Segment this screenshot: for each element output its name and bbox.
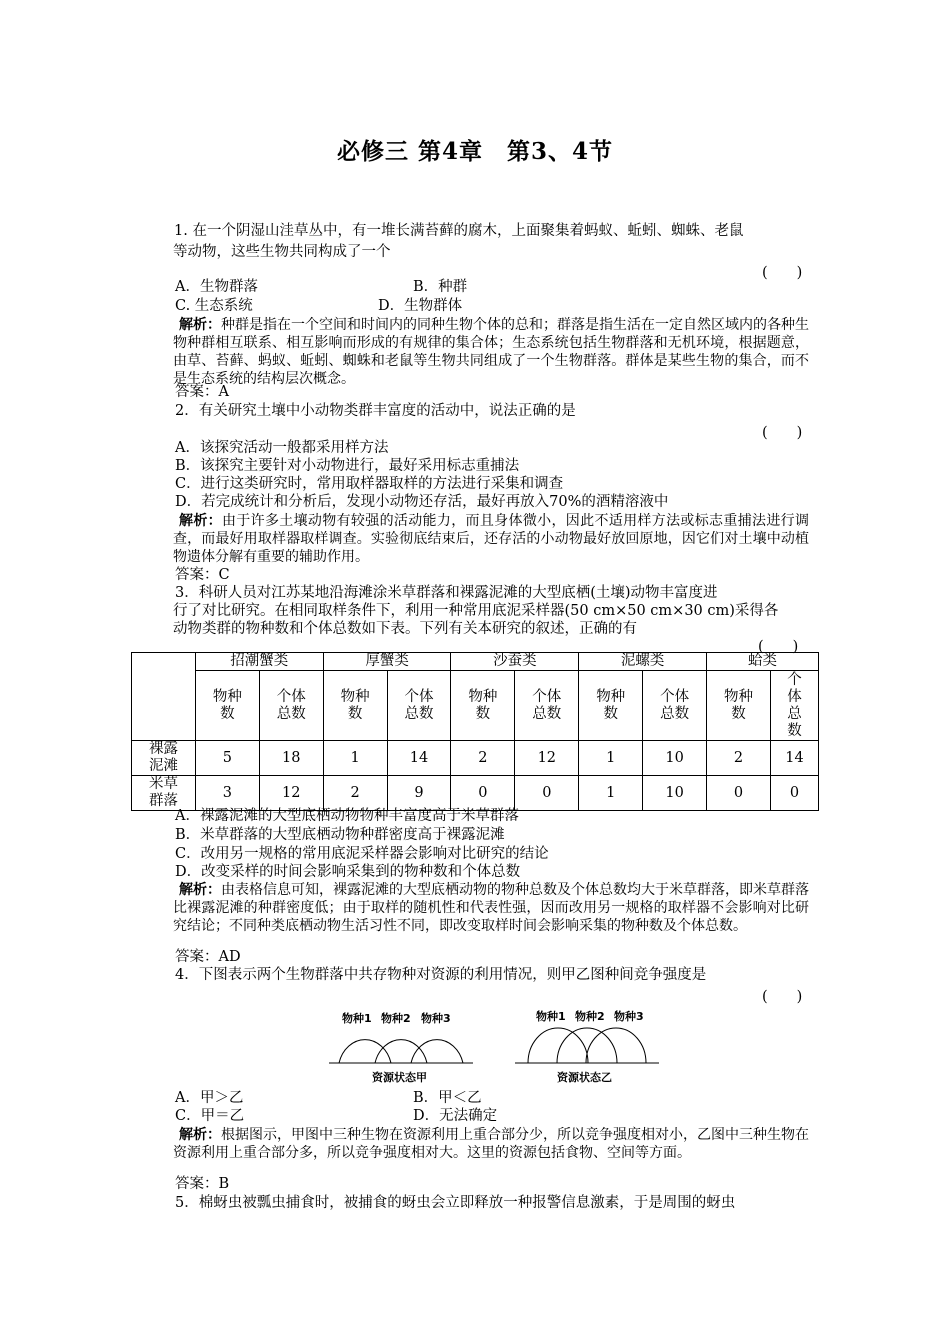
table-subheader: 物种数	[707, 671, 771, 741]
q4-analysis-text: 根据图示，甲图中三种生物在资源利用上重合部分少，所以竞争强度相对小，乙图中三种生物在资源利用上重合部分多，所以竞争强度相对大。这里的资源包括食物、空间等方面。	[173, 1127, 809, 1161]
q1-analysis-text: 种群是指在一个空间和时间内的同种生物个体的总和；群落是指生活在一定自然区域内的各种生物种群相互联系、相互影响而形成的有规律的集合体；生态系统包括生物群落和无机环境，根据题意，由草、苔藓、蚂蚁、蚯蚓、蜘蛛和老鼠等生物共同组成了一个生物群落。群体是某些生物的集合，而不是生态系统的结构层次概念。	[173, 317, 809, 387]
table-cell: 14	[770, 741, 818, 776]
q2-option-d: D．若完成统计和分析后，发现小动物还存活，最好再放入70%的酒精溶液中	[175, 494, 669, 510]
table-subheader: 个体总数	[770, 671, 818, 741]
table-cell: 12	[259, 776, 323, 811]
table-cell: 3	[195, 776, 259, 811]
q3-option-d: D．改变采样的时间会影响采集到的物种数和个体总数	[175, 864, 521, 880]
table-cell: 2	[451, 741, 515, 776]
analysis-label: 解析：	[179, 513, 222, 529]
q3-option-c: C．改用另一规格的常用底泥采样器会影响对比研究的结论	[175, 846, 549, 862]
species-curve	[586, 1028, 646, 1063]
species-curve	[528, 1028, 588, 1063]
q3-stem-line3: 动物类群的物种数和个体总数如下表。下列有关本研究的叙述，正确的有	[173, 621, 637, 637]
table-cell: 9	[387, 776, 451, 811]
table-subheader: 物种数	[323, 671, 387, 741]
table-subheader: 个体总数	[515, 671, 579, 741]
table-subheader: 个体总数	[259, 671, 323, 741]
q3-option-a: A．裸露泥滩的大型底栖动物物种丰富度高于米草群落	[175, 808, 519, 824]
table-row-label: 米草群落	[132, 776, 196, 811]
q1-stem-line1: 1. 在一个阴湿山洼草丛中，有一堆长满苔藓的腐木，上面聚集着蚂蚁、蚯蚓、蜘蛛、老鼠	[174, 223, 744, 239]
table-group-header: 蛤类	[707, 653, 819, 671]
q1-option-a: A．生物群落	[175, 279, 258, 295]
table-cell: 1	[579, 741, 643, 776]
table-cell: 10	[643, 776, 707, 811]
resource-utilization-figure	[325, 1006, 665, 1086]
table-cell: 0	[707, 776, 771, 811]
q2-analysis-text: 由于许多土壤动物有较强的活动能力，而且身体微小，因此不适用样方法或标志重捕法进行调查，而最好用取样器取样调查。实验彻底结束后，还存活的小动物最好放回原地，因它们对土壤中动植物遗体分解有重要的辅助作用。	[173, 513, 810, 565]
q4-option-d: D．无法确定	[413, 1108, 498, 1124]
table-cell: 1	[579, 776, 643, 811]
table-cell: 18	[259, 741, 323, 776]
table-cell: 0	[451, 776, 515, 811]
species-curve	[411, 1040, 463, 1063]
table-subheader: 物种数	[195, 671, 259, 741]
table-cell: 0	[770, 776, 818, 811]
page-title: 必修三 第4章 第3、4节	[336, 138, 614, 165]
species-label: 物种2	[381, 1012, 411, 1025]
table-group-header: 招潮蟹类	[195, 653, 323, 671]
table-cell: 2	[707, 741, 771, 776]
q1-option-c: C. 生态系统	[175, 298, 253, 314]
species-label: 物种2	[575, 1010, 605, 1023]
table-subheader: 个体总数	[643, 671, 707, 741]
q4-option-a: A．甲＞乙	[175, 1090, 244, 1106]
q4-analysis	[173, 1126, 809, 1162]
table-group-header: 沙蚕类	[451, 653, 579, 671]
table-cell: 2	[323, 776, 387, 811]
q2-analysis	[173, 512, 809, 566]
q3-stem-line1: 3．科研人员对江苏某地沿海滩涂米草群落和裸露泥滩的大型底栖(土壤)动物丰富度进	[175, 585, 718, 601]
q5-stem: 5．棉蚜虫被瓢虫捕食时，被捕食的蚜虫会立即释放一种报警信息激素，于是周围的蚜虫	[175, 1195, 736, 1211]
figure-caption-a: 资源状态甲	[372, 1071, 427, 1084]
table-row-label: 裸露泥滩	[132, 741, 196, 776]
figure-caption-b: 资源状态乙	[557, 1071, 612, 1084]
species-label: 物种3	[614, 1010, 644, 1023]
species-label: 物种1	[536, 1010, 566, 1023]
analysis-label: 解析：	[179, 317, 221, 333]
table-corner-cell	[132, 653, 196, 741]
q4-option-b: B．甲＜乙	[413, 1090, 482, 1106]
q2-stem: 2．有关研究土壤中小动物类群丰富度的活动中，说法正确的是	[175, 403, 576, 419]
table-row	[132, 741, 819, 776]
table-group-header: 泥螺类	[579, 653, 707, 671]
table-cell: 0	[515, 776, 579, 811]
table-cell: 5	[195, 741, 259, 776]
q1-option-d: D．生物群体	[378, 298, 463, 314]
species-label: 物种3	[421, 1012, 451, 1025]
species-curve	[375, 1040, 427, 1063]
q4-answer-paren: ( )	[762, 989, 803, 1005]
q2-option-b: B．该探究主要针对小动物进行，最好采用标志重捕法	[175, 458, 520, 474]
q3-analysis	[173, 881, 809, 935]
q3-analysis-text: 由表格信息可知，裸露泥滩的大型底栖动物的物种总数及个体总数均大于米草群落，即米草群落比裸露泥滩的种群密度低；由于取样的随机性和代表性强，因而改用另一规格的取样器不会影响对比研究结论；不同种类底栖动物生活习性不同，即改变取样时间会影响采集的物种数及个体总数。	[173, 882, 809, 934]
table-cell: 10	[643, 741, 707, 776]
species-table	[131, 652, 819, 811]
species-curve	[339, 1040, 391, 1063]
q1-stem-line2: 等动物，这些生物共同构成了一个	[173, 244, 391, 260]
q1-analysis	[173, 316, 809, 388]
q3-answer-paren: ( )	[758, 639, 799, 655]
q3-stem-line2: 行了对比研究。在相同取样条件下，利用一种常用底泥采样器(50 cm×50 cm×30 cm)采得各	[173, 603, 779, 619]
table-cell: 14	[387, 741, 451, 776]
q2-option-a: A．该探究活动一般都采用样方法	[175, 440, 389, 456]
table-cell: 12	[515, 741, 579, 776]
table-cell: 1	[323, 741, 387, 776]
q3-option-b: B．米草群落的大型底栖动物种群密度高于裸露泥滩	[175, 827, 505, 843]
q2-answer-paren: ( )	[762, 425, 803, 441]
q1-option-b: B．种群	[413, 279, 468, 295]
q4-option-c: C．甲＝乙	[175, 1108, 245, 1124]
q2-option-c: C．进行这类研究时，常用取样器取样的方法进行采集和调查	[175, 476, 564, 492]
q2-answer: 答案：C	[175, 567, 230, 583]
table-row	[132, 776, 819, 811]
q3-answer: 答案：AD	[175, 949, 241, 965]
q4-stem: 4．下图表示两个生物群落中共存物种对资源的利用情况，则甲乙图种间竞争强度是	[175, 967, 707, 983]
table-group-header: 厚蟹类	[323, 653, 451, 671]
q1-answer-paren: ( )	[762, 265, 803, 281]
species-curve	[557, 1028, 617, 1063]
analysis-label: 解析：	[179, 882, 221, 898]
table-subheader: 物种数	[451, 671, 515, 741]
q1-answer: 答案：A	[175, 384, 229, 400]
q4-answer: 答案：B	[175, 1176, 230, 1192]
analysis-label: 解析：	[179, 1127, 221, 1143]
table-subheader: 个体总数	[387, 671, 451, 741]
table-subheader: 物种数	[579, 671, 643, 741]
species-label: 物种1	[342, 1012, 372, 1025]
